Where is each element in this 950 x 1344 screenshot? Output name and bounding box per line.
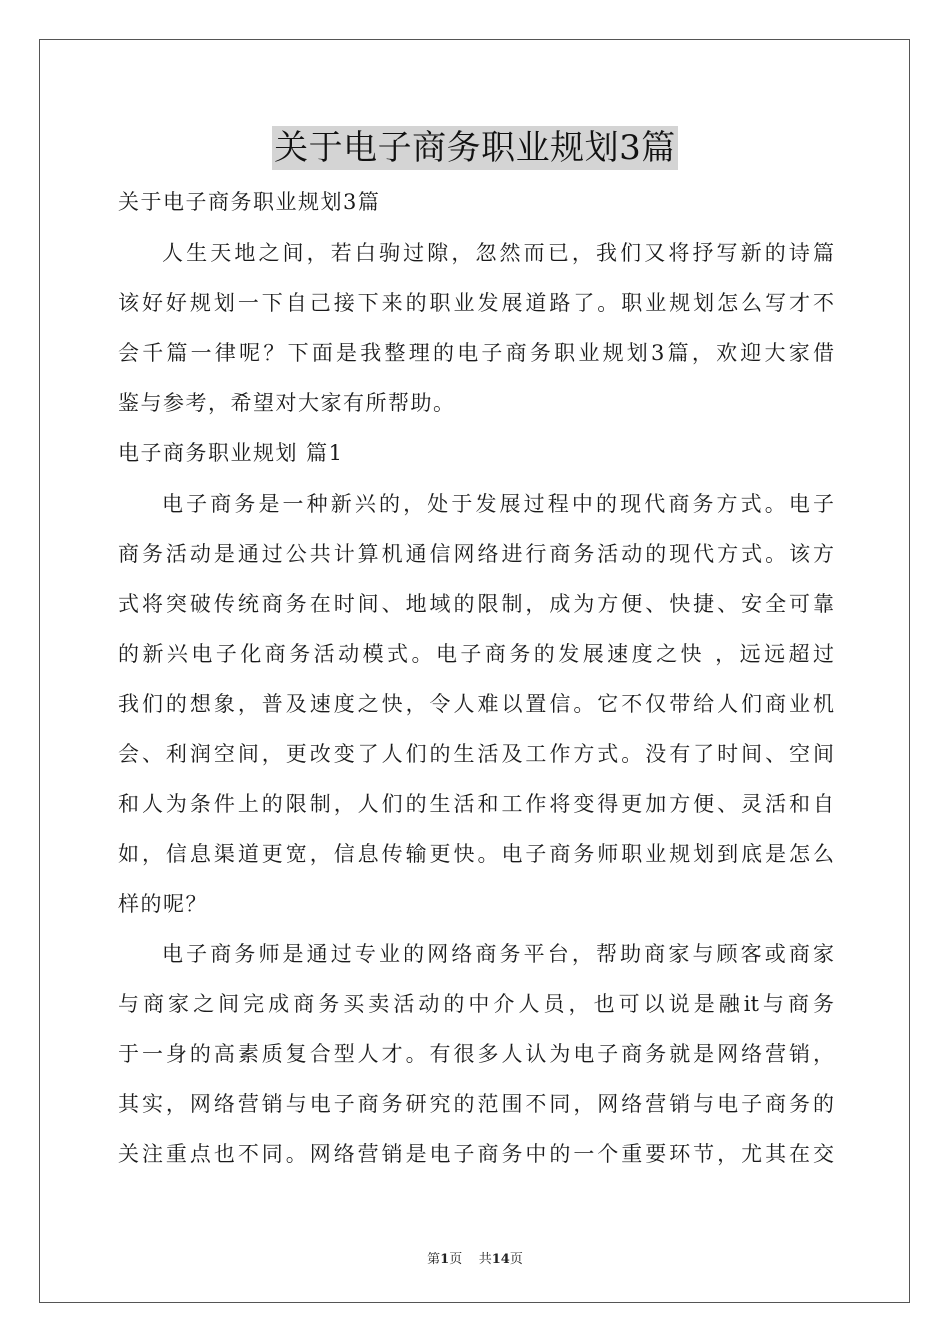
total-pages: 14 bbox=[491, 1252, 510, 1267]
paragraph-line: 于一身的高素质复合型人才。有很多人认为电子商务就是网络营销， bbox=[118, 1042, 834, 1066]
intro-line: 鉴与参考，希望对大家有所帮助。 bbox=[118, 391, 456, 415]
page-label-prefix: 第 bbox=[427, 1252, 441, 1267]
document-title: 关于电子商务职业规划3篇 bbox=[274, 128, 676, 168]
paragraph-line: 商务活动是通过公共计算机通信网络进行商务活动的现代方式。该方 bbox=[118, 542, 834, 566]
intro-line: 该好好规划一下自己接下来的职业发展道路了。职业规划怎么写才不 bbox=[118, 291, 834, 315]
paragraph-line: 电子商务师是通过专业的网络商务平台，帮助商家与顾客或商家 bbox=[162, 942, 834, 966]
paragraph-line: 的新兴电子化商务活动模式。电子商务的发展速度之快 ，远远超过 bbox=[118, 642, 834, 666]
page-number: 1 bbox=[440, 1252, 450, 1267]
paragraph-line: 与商家之间完成商务买卖活动的中介人员，也可以说是融it与商务 bbox=[118, 992, 834, 1016]
paragraph-line: 会、利润空间，更改变了人们的生活及工作方式。没有了时间、空间 bbox=[118, 742, 834, 766]
page-label-suffix: 页 bbox=[449, 1252, 463, 1267]
paragraph-line: 我们的想象，普及速度之快，令人难以置信。它不仅带给人们商业机 bbox=[118, 692, 834, 716]
paragraph-line: 其实，网络营销与电子商务研究的范围不同，网络营销与电子商务的 bbox=[118, 1092, 834, 1116]
paragraph-line: 式将突破传统商务在时间、地域的限制，成为方便、快捷、安全可靠 bbox=[118, 592, 834, 616]
paragraph-line: 和人为条件上的限制，人们的生活和工作将变得更加方便、灵活和自 bbox=[118, 792, 834, 816]
section-heading: 电子商务职业规划 篇1 bbox=[118, 441, 344, 465]
paragraph-line: 如，信息渠道更宽，信息传输更快。电子商务师职业规划到底是怎么 bbox=[118, 842, 834, 866]
intro-line: 人生天地之间，若白驹过隙，忽然而已，我们又将抒写新的诗篇 bbox=[162, 241, 834, 265]
total-label-prefix: 共 bbox=[478, 1252, 492, 1267]
paragraph-line: 关注重点也不同。网络营销是电子商务中的一个重要环节，尤其在交 bbox=[118, 1142, 834, 1166]
paragraph-line: 样的呢？ bbox=[118, 892, 208, 916]
intro-line: 会千篇一律呢？下面是我整理的电子商务职业规划3篇，欢迎大家借 bbox=[118, 341, 834, 365]
paragraph-line: 电子商务是一种新兴的，处于发展过程中的现代商务方式。电子 bbox=[162, 492, 834, 516]
title-container bbox=[0, 126, 950, 170]
document-subtitle: 关于电子商务职业规划3篇 bbox=[118, 190, 381, 214]
page-footer bbox=[0, 1248, 950, 1267]
total-label-suffix: 页 bbox=[509, 1252, 523, 1267]
